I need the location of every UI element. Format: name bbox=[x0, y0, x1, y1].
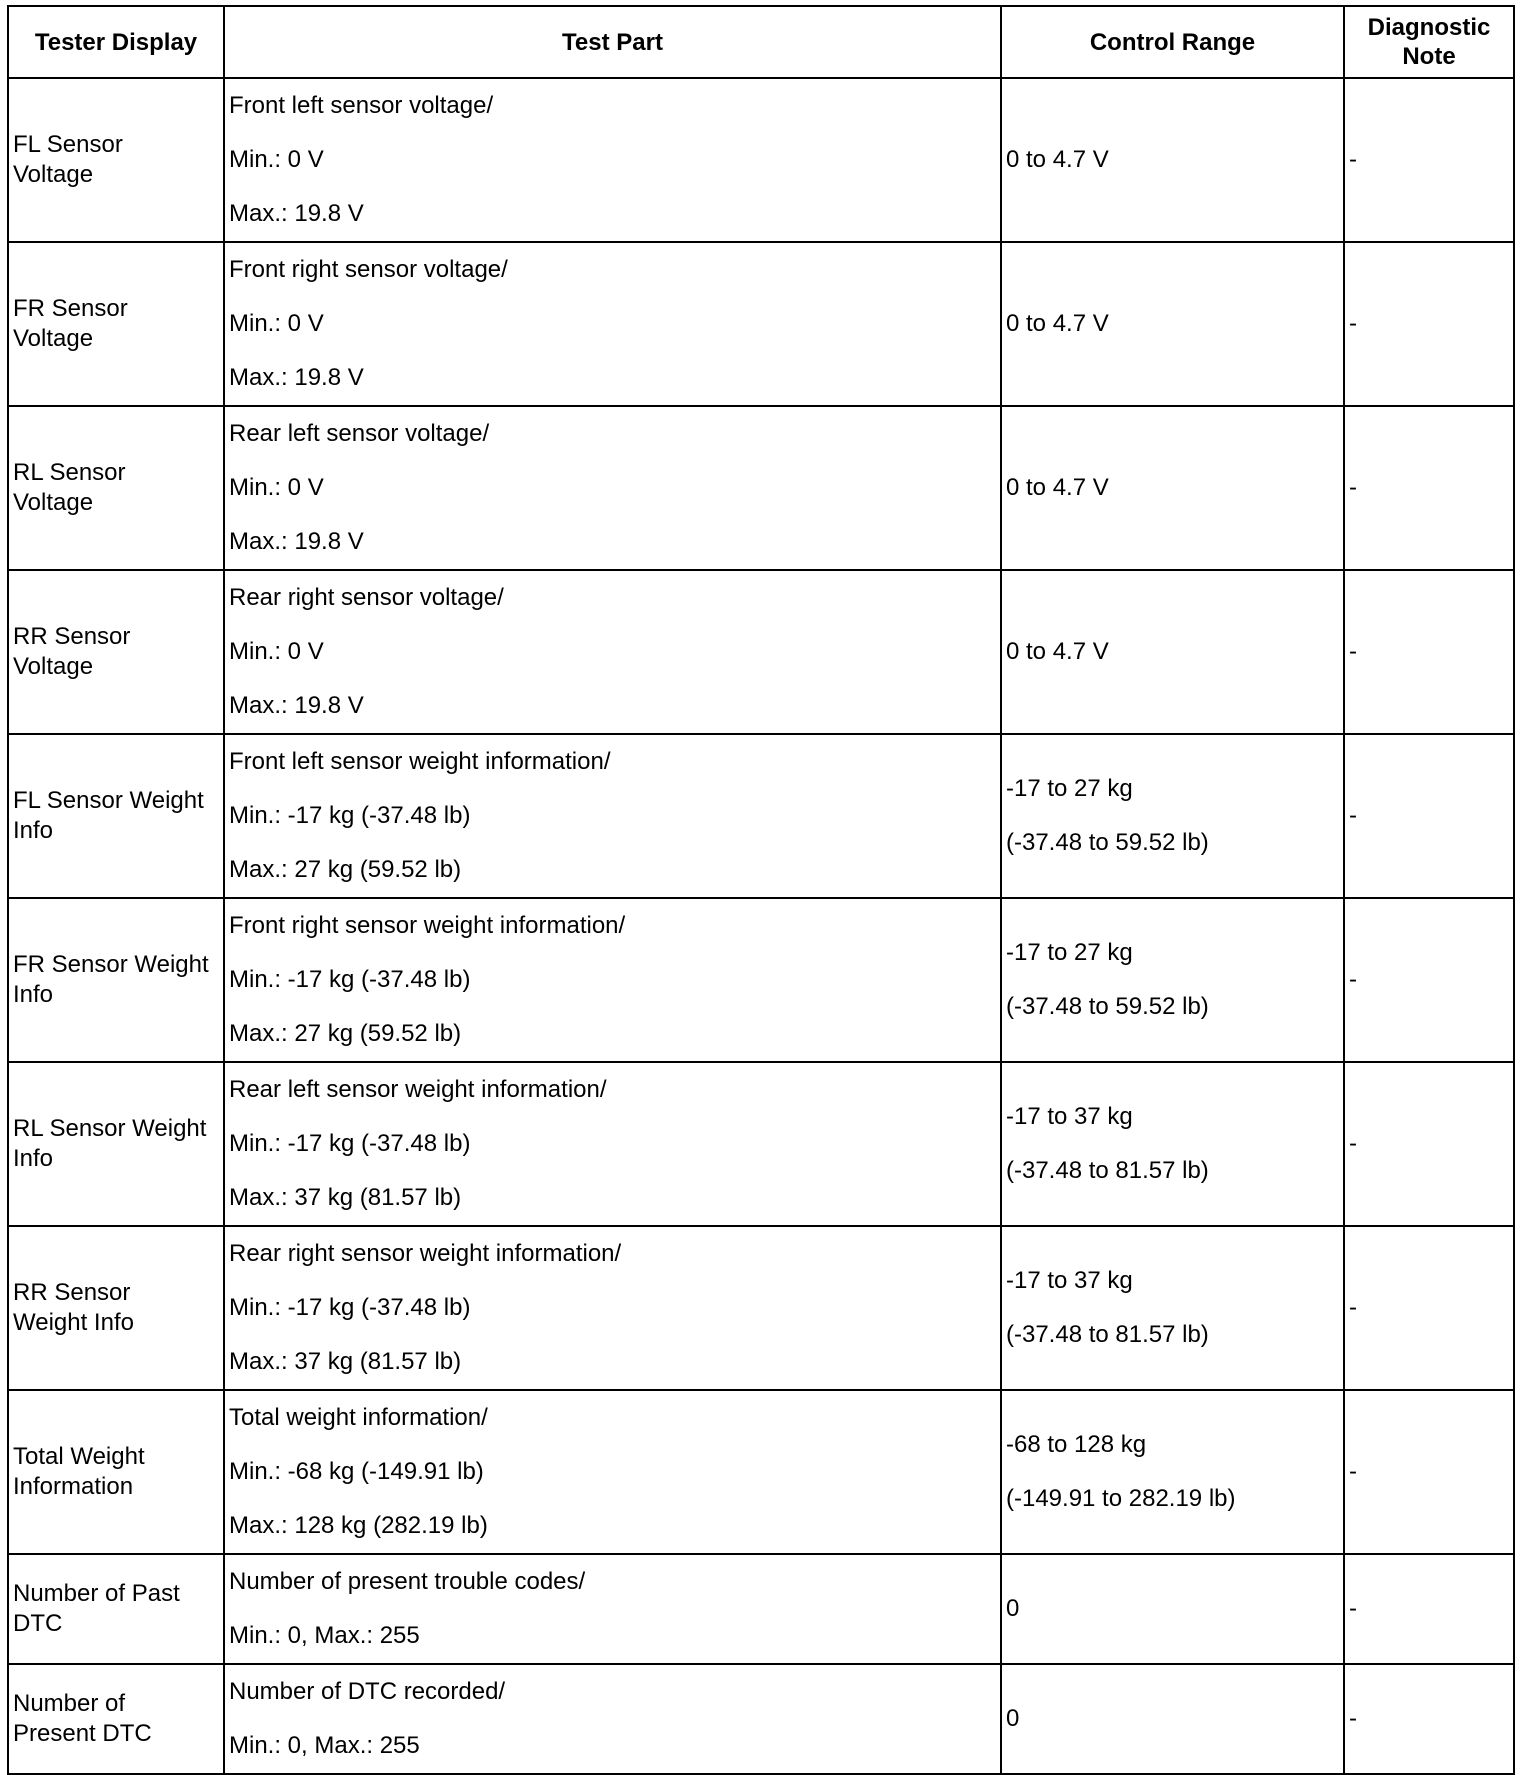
header-row bbox=[8, 6, 1514, 78]
test-part-line: Front left sensor voltage/ bbox=[229, 92, 494, 119]
tester-display-text: Present DTC bbox=[13, 1720, 152, 1747]
control-range-cell bbox=[1001, 78, 1344, 242]
test-part-line: Min.: 0, Max.: 255 bbox=[229, 1622, 420, 1649]
tester-display-cell bbox=[8, 1554, 224, 1664]
test-part-line: Front left sensor weight information/ bbox=[229, 748, 611, 775]
tester-display-text: Voltage bbox=[13, 325, 94, 352]
tester-display-text: Voltage bbox=[13, 653, 94, 680]
control-range-line: (-37.48 to 59.52 lb) bbox=[1006, 829, 1209, 856]
test-part-line: Min.: -17 kg (-37.48 lb) bbox=[229, 1294, 471, 1321]
control-range-cell bbox=[1001, 406, 1344, 570]
test-part-cell bbox=[224, 406, 1001, 570]
test-part-line: Number of present trouble codes/ bbox=[229, 1568, 586, 1595]
test-part-line: Max.: 37 kg (81.57 lb) bbox=[229, 1348, 462, 1375]
table-row bbox=[8, 78, 1514, 242]
diagnostic-note-cell: - bbox=[1344, 570, 1514, 734]
tester-display-cell bbox=[8, 734, 224, 898]
test-part-line: Max.: 19.8 V bbox=[229, 364, 364, 391]
tester-display-cell bbox=[8, 1062, 224, 1226]
tester-display-text: FL Sensor Weight bbox=[13, 787, 204, 814]
tester-display-text: RL Sensor Weight bbox=[13, 1115, 207, 1142]
test-part-cell bbox=[224, 1664, 1001, 1774]
tester-display-text: Voltage bbox=[13, 161, 94, 188]
table-row bbox=[8, 242, 1514, 406]
table-row bbox=[8, 406, 1514, 570]
control-range-line: -17 to 37 kg bbox=[1006, 1103, 1133, 1130]
diagnostic-note-cell: - bbox=[1344, 78, 1514, 242]
table-row bbox=[8, 1390, 1514, 1554]
tester-display-text: Info bbox=[13, 1145, 54, 1172]
tester-display-text: Info bbox=[13, 981, 54, 1008]
test-part-cell bbox=[224, 78, 1001, 242]
tester-display-cell bbox=[8, 898, 224, 1062]
test-part-line: Min.: 0 V bbox=[229, 146, 324, 173]
tester-display-text: RR Sensor bbox=[13, 1279, 131, 1306]
header-diagnostic-note-line2: Note bbox=[1402, 43, 1456, 70]
header-test-part: Test Part bbox=[224, 6, 1001, 78]
header-diagnostic-note-line1: Diagnostic bbox=[1367, 14, 1491, 41]
test-part-line: Number of DTC recorded/ bbox=[229, 1678, 506, 1705]
header-diagnostic-note bbox=[1344, 6, 1514, 78]
test-part-line: Min.: 0 V bbox=[229, 638, 324, 665]
test-part-line: Min.: -17 kg (-37.48 lb) bbox=[229, 966, 471, 993]
tester-display-cell bbox=[8, 406, 224, 570]
test-part-line: Rear left sensor voltage/ bbox=[229, 420, 490, 447]
header-control-range: Control Range bbox=[1001, 6, 1344, 78]
control-range-line: 0 bbox=[1006, 1595, 1020, 1622]
test-part-cell bbox=[224, 1554, 1001, 1664]
control-range-cell bbox=[1001, 1664, 1344, 1774]
test-part-line: Max.: 37 kg (81.57 lb) bbox=[229, 1184, 462, 1211]
diagnostic-note-cell: - bbox=[1344, 734, 1514, 898]
test-part-line: Min.: 0 V bbox=[229, 310, 324, 337]
test-part-line: Min.: -17 kg (-37.48 lb) bbox=[229, 1130, 471, 1157]
test-part-cell bbox=[224, 1062, 1001, 1226]
control-range-line: 0 to 4.7 V bbox=[1006, 146, 1109, 173]
test-part-cell bbox=[224, 242, 1001, 406]
diagnostic-note-cell: - bbox=[1344, 1664, 1514, 1774]
test-part-line: Rear right sensor voltage/ bbox=[229, 584, 504, 611]
control-range-line: (-37.48 to 59.52 lb) bbox=[1006, 993, 1209, 1020]
control-range-cell bbox=[1001, 570, 1344, 734]
test-part-line: Min.: -68 kg (-149.91 lb) bbox=[229, 1458, 484, 1485]
tester-display-text: DTC bbox=[13, 1610, 63, 1637]
control-range-line: -17 to 27 kg bbox=[1006, 775, 1133, 802]
test-part-line: Total weight information/ bbox=[229, 1404, 488, 1431]
tester-display-text: Total Weight bbox=[13, 1443, 145, 1470]
tester-display-text: Voltage bbox=[13, 489, 94, 516]
diagnostic-note-cell: - bbox=[1344, 1390, 1514, 1554]
tester-display-cell bbox=[8, 1226, 224, 1390]
control-range-line: (-37.48 to 81.57 lb) bbox=[1006, 1157, 1209, 1184]
control-range-cell bbox=[1001, 242, 1344, 406]
control-range-cell bbox=[1001, 1062, 1344, 1226]
table-row bbox=[8, 1226, 1514, 1390]
tester-display-text: Info bbox=[13, 817, 54, 844]
table-row bbox=[8, 734, 1514, 898]
control-range-cell bbox=[1001, 1226, 1344, 1390]
diagnostic-note-cell: - bbox=[1344, 898, 1514, 1062]
test-part-cell bbox=[224, 570, 1001, 734]
table-row bbox=[8, 898, 1514, 1062]
diagnostic-note-cell: - bbox=[1344, 406, 1514, 570]
control-range-line: (-149.91 to 282.19 lb) bbox=[1006, 1485, 1236, 1512]
control-range-line: -68 to 128 kg bbox=[1006, 1431, 1147, 1458]
test-part-line: Front right sensor weight information/ bbox=[229, 912, 626, 939]
test-part-cell bbox=[224, 1226, 1001, 1390]
control-range-cell bbox=[1001, 898, 1344, 1062]
data-list-table bbox=[7, 5, 1515, 1775]
control-range-cell bbox=[1001, 1554, 1344, 1664]
test-part-line: Max.: 19.8 V bbox=[229, 692, 364, 719]
test-part-line: Min.: 0, Max.: 255 bbox=[229, 1732, 420, 1759]
table-row bbox=[8, 570, 1514, 734]
tester-display-text: FR Sensor Weight bbox=[13, 951, 209, 978]
tester-display-cell bbox=[8, 570, 224, 734]
test-part-line: Max.: 27 kg (59.52 lb) bbox=[229, 856, 462, 883]
tester-display-text: FL Sensor bbox=[13, 131, 123, 158]
control-range-cell bbox=[1001, 734, 1344, 898]
tester-display-text: RL Sensor bbox=[13, 459, 126, 486]
diagnostic-note-cell: - bbox=[1344, 242, 1514, 406]
control-range-line: 0 to 4.7 V bbox=[1006, 474, 1109, 501]
control-range-line: (-37.48 to 81.57 lb) bbox=[1006, 1321, 1209, 1348]
control-range-line: 0 bbox=[1006, 1705, 1020, 1732]
test-part-line: Min.: -17 kg (-37.48 lb) bbox=[229, 802, 471, 829]
test-part-line: Max.: 19.8 V bbox=[229, 200, 364, 227]
tester-display-cell bbox=[8, 78, 224, 242]
tester-display-cell bbox=[8, 242, 224, 406]
test-part-cell bbox=[224, 898, 1001, 1062]
tester-display-cell bbox=[8, 1390, 224, 1554]
tester-display-text: RR Sensor bbox=[13, 623, 131, 650]
test-part-line: Max.: 19.8 V bbox=[229, 528, 364, 555]
test-part-line: Min.: 0 V bbox=[229, 474, 324, 501]
test-part-cell bbox=[224, 1390, 1001, 1554]
tester-display-text: Information bbox=[13, 1473, 134, 1500]
table-row bbox=[8, 1554, 1514, 1664]
control-range-line: -17 to 37 kg bbox=[1006, 1267, 1133, 1294]
test-part-line: Rear right sensor weight information/ bbox=[229, 1240, 622, 1267]
test-part-line: Front right sensor voltage/ bbox=[229, 256, 508, 283]
tester-display-cell bbox=[8, 1664, 224, 1774]
tester-display-text: Weight Info bbox=[13, 1309, 134, 1336]
header-tester-display: Tester Display bbox=[8, 6, 224, 78]
table-row bbox=[8, 1664, 1514, 1774]
tester-display-text: FR Sensor bbox=[13, 295, 128, 322]
tester-display-text: Number of bbox=[13, 1690, 126, 1717]
test-part-line: Max.: 128 kg (282.19 lb) bbox=[229, 1512, 488, 1539]
test-part-line: Max.: 27 kg (59.52 lb) bbox=[229, 1020, 462, 1047]
test-part-cell bbox=[224, 734, 1001, 898]
control-range-cell bbox=[1001, 1390, 1344, 1554]
control-range-line: 0 to 4.7 V bbox=[1006, 638, 1109, 665]
diagnostic-note-cell: - bbox=[1344, 1062, 1514, 1226]
tester-display-text: Number of Past bbox=[13, 1580, 180, 1607]
diagnostic-note-cell: - bbox=[1344, 1554, 1514, 1664]
diagnostic-note-cell: - bbox=[1344, 1226, 1514, 1390]
control-range-line: -17 to 27 kg bbox=[1006, 939, 1133, 966]
table-row bbox=[8, 1062, 1514, 1226]
control-range-line: 0 to 4.7 V bbox=[1006, 310, 1109, 337]
test-part-line: Rear left sensor weight information/ bbox=[229, 1076, 607, 1103]
